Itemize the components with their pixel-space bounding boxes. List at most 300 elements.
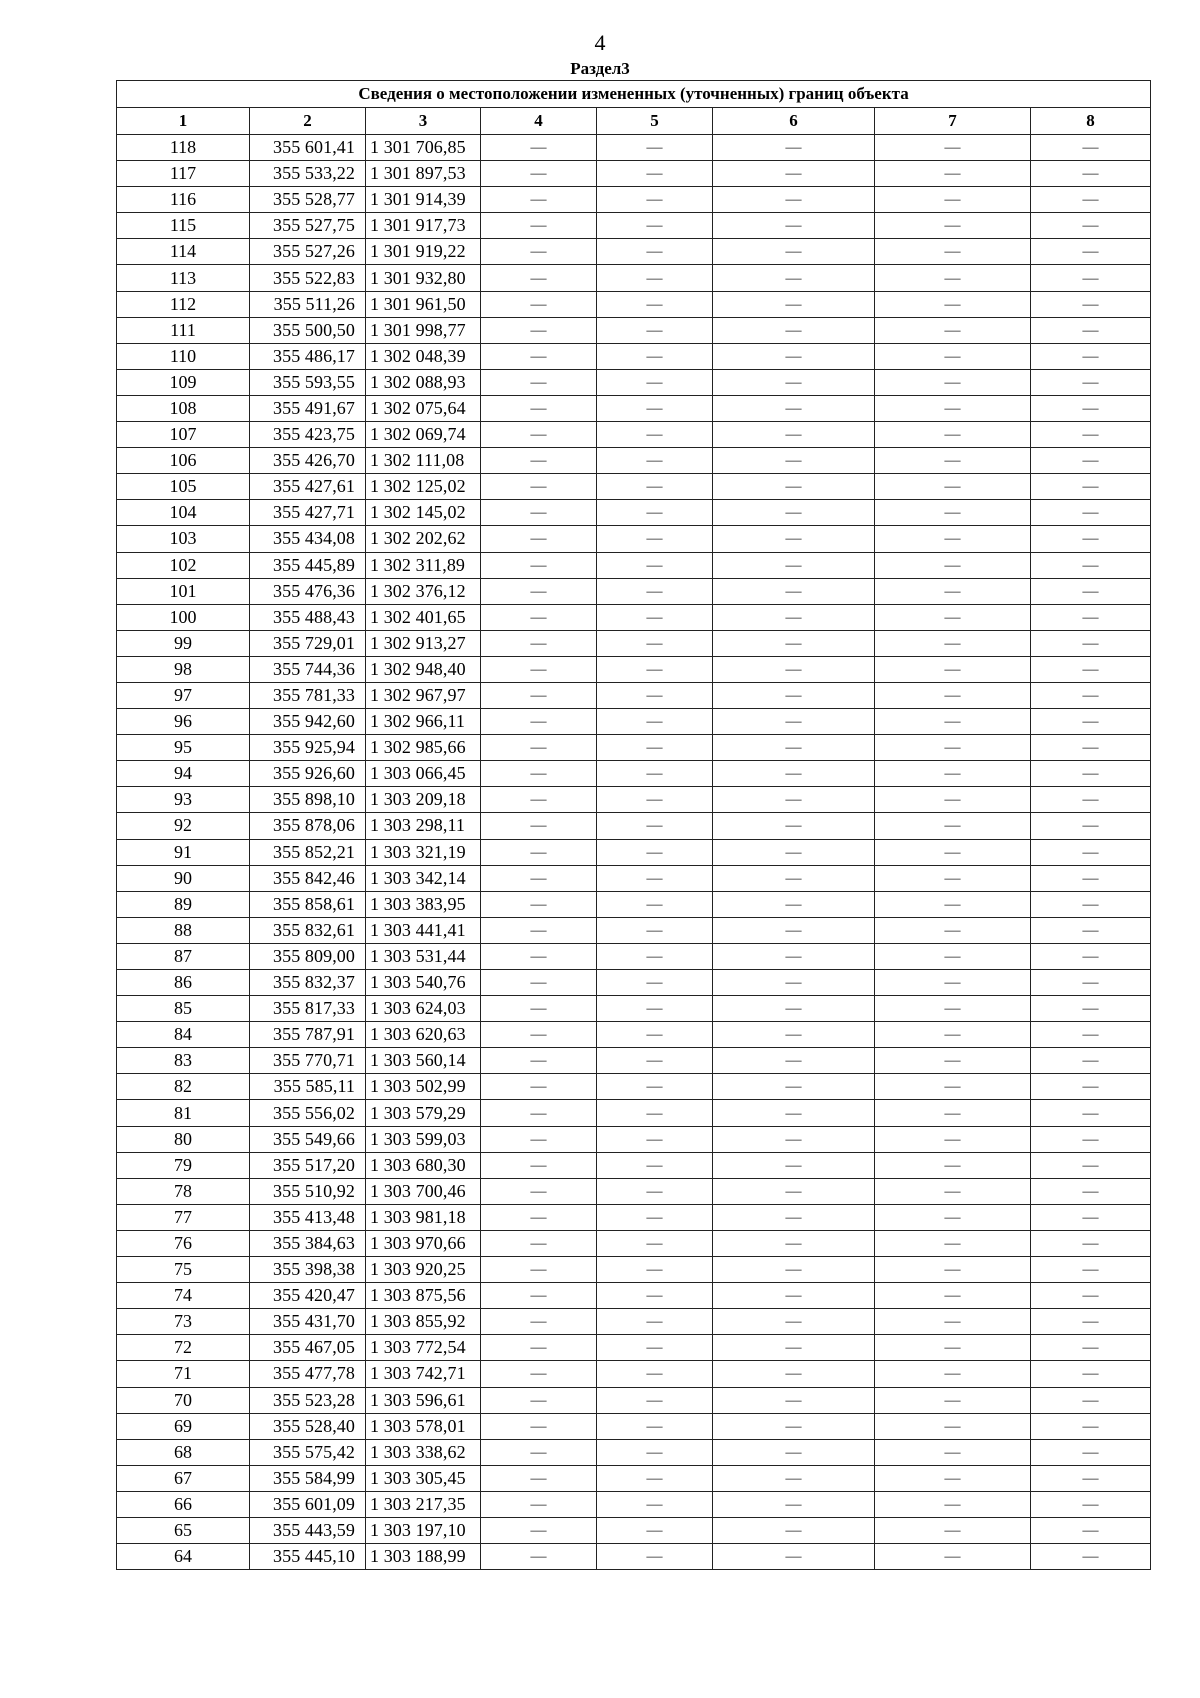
empty-cell-col-4: — bbox=[481, 474, 597, 500]
coordinate-y: 1 303 531,44 bbox=[366, 943, 481, 969]
empty-cell-col-6: — bbox=[713, 1048, 875, 1074]
empty-cell-col-6: — bbox=[713, 761, 875, 787]
coordinate-y: 1 302 202,62 bbox=[366, 526, 481, 552]
table-row bbox=[117, 448, 1151, 474]
coordinate-x: 355 384,63 bbox=[250, 1230, 366, 1256]
empty-cell-col-7: — bbox=[875, 682, 1031, 708]
coordinate-x: 355 510,92 bbox=[250, 1178, 366, 1204]
coordinate-y: 1 303 620,63 bbox=[366, 1022, 481, 1048]
empty-cell-col-7: — bbox=[875, 395, 1031, 421]
point-number: 89 bbox=[117, 891, 250, 917]
empty-cell-col-5: — bbox=[597, 448, 713, 474]
point-number: 67 bbox=[117, 1465, 250, 1491]
empty-cell-col-7: — bbox=[875, 970, 1031, 996]
empty-cell-col-4: — bbox=[481, 1074, 597, 1100]
coordinate-x: 355 476,36 bbox=[250, 578, 366, 604]
empty-cell-col-6: — bbox=[713, 343, 875, 369]
point-number: 75 bbox=[117, 1257, 250, 1283]
empty-cell-col-8: — bbox=[1031, 1152, 1151, 1178]
empty-cell-col-6: — bbox=[713, 1413, 875, 1439]
empty-cell-col-5: — bbox=[597, 1230, 713, 1256]
empty-cell-col-6: — bbox=[713, 1491, 875, 1517]
empty-cell-col-8: — bbox=[1031, 1413, 1151, 1439]
empty-cell-col-6: — bbox=[713, 970, 875, 996]
coordinate-x: 355 549,66 bbox=[250, 1126, 366, 1152]
empty-cell-col-5: — bbox=[597, 865, 713, 891]
point-number: 65 bbox=[117, 1517, 250, 1543]
table-row bbox=[117, 474, 1151, 500]
empty-cell-col-4: — bbox=[481, 1439, 597, 1465]
table-row bbox=[117, 1048, 1151, 1074]
empty-cell-col-6: — bbox=[713, 1100, 875, 1126]
empty-cell-col-4: — bbox=[481, 448, 597, 474]
coordinate-x: 355 601,09 bbox=[250, 1491, 366, 1517]
empty-cell-col-6: — bbox=[713, 500, 875, 526]
empty-cell-col-5: — bbox=[597, 1465, 713, 1491]
coordinate-x: 355 477,78 bbox=[250, 1361, 366, 1387]
point-number: 74 bbox=[117, 1283, 250, 1309]
coordinate-y: 1 301 917,73 bbox=[366, 213, 481, 239]
point-number: 102 bbox=[117, 552, 250, 578]
point-number: 110 bbox=[117, 343, 250, 369]
point-number: 108 bbox=[117, 395, 250, 421]
table-row bbox=[117, 604, 1151, 630]
empty-cell-col-4: — bbox=[481, 787, 597, 813]
empty-cell-col-7: — bbox=[875, 1361, 1031, 1387]
empty-cell-col-7: — bbox=[875, 187, 1031, 213]
empty-cell-col-8: — bbox=[1031, 1517, 1151, 1543]
point-number: 73 bbox=[117, 1309, 250, 1335]
coordinate-x: 355 527,26 bbox=[250, 239, 366, 265]
empty-cell-col-4: — bbox=[481, 1204, 597, 1230]
table-row bbox=[117, 891, 1151, 917]
point-number: 72 bbox=[117, 1335, 250, 1361]
table-row bbox=[117, 187, 1151, 213]
table-row bbox=[117, 369, 1151, 395]
empty-cell-col-7: — bbox=[875, 1230, 1031, 1256]
empty-cell-col-7: — bbox=[875, 1152, 1031, 1178]
table-row bbox=[117, 265, 1151, 291]
table-row bbox=[117, 1022, 1151, 1048]
empty-cell-col-5: — bbox=[597, 1517, 713, 1543]
empty-cell-col-5: — bbox=[597, 552, 713, 578]
point-number: 106 bbox=[117, 448, 250, 474]
empty-cell-col-4: — bbox=[481, 317, 597, 343]
empty-cell-col-4: — bbox=[481, 552, 597, 578]
column-number: 2 bbox=[250, 108, 366, 135]
empty-cell-col-8: — bbox=[1031, 1335, 1151, 1361]
table-row bbox=[117, 839, 1151, 865]
coordinate-y: 1 303 298,11 bbox=[366, 813, 481, 839]
coordinate-y: 1 303 970,66 bbox=[366, 1230, 481, 1256]
table-row bbox=[117, 1230, 1151, 1256]
point-number: 109 bbox=[117, 369, 250, 395]
point-number: 96 bbox=[117, 709, 250, 735]
empty-cell-col-8: — bbox=[1031, 500, 1151, 526]
point-number: 98 bbox=[117, 656, 250, 682]
table-row bbox=[117, 761, 1151, 787]
table-row bbox=[117, 996, 1151, 1022]
coordinate-x: 355 491,67 bbox=[250, 395, 366, 421]
empty-cell-col-8: — bbox=[1031, 474, 1151, 500]
coordinate-x: 355 517,20 bbox=[250, 1152, 366, 1178]
point-number: 82 bbox=[117, 1074, 250, 1100]
table-row bbox=[117, 813, 1151, 839]
coordinate-y: 1 302 069,74 bbox=[366, 422, 481, 448]
point-number: 116 bbox=[117, 187, 250, 213]
empty-cell-col-4: — bbox=[481, 943, 597, 969]
empty-cell-col-4: — bbox=[481, 996, 597, 1022]
empty-cell-col-8: — bbox=[1031, 1439, 1151, 1465]
empty-cell-col-7: — bbox=[875, 1517, 1031, 1543]
coordinate-x: 355 585,11 bbox=[250, 1074, 366, 1100]
empty-cell-col-8: — bbox=[1031, 1230, 1151, 1256]
empty-cell-col-5: — bbox=[597, 1152, 713, 1178]
coordinate-y: 1 303 321,19 bbox=[366, 839, 481, 865]
empty-cell-col-5: — bbox=[597, 395, 713, 421]
empty-cell-col-4: — bbox=[481, 1178, 597, 1204]
empty-cell-col-5: — bbox=[597, 187, 713, 213]
coordinate-y: 1 303 066,45 bbox=[366, 761, 481, 787]
empty-cell-col-7: — bbox=[875, 1074, 1031, 1100]
column-number: 5 bbox=[597, 108, 713, 135]
empty-cell-col-6: — bbox=[713, 526, 875, 552]
point-number: 85 bbox=[117, 996, 250, 1022]
empty-cell-col-4: — bbox=[481, 735, 597, 761]
empty-cell-col-6: — bbox=[713, 1022, 875, 1048]
coordinate-y: 1 303 596,61 bbox=[366, 1387, 481, 1413]
coordinate-y: 1 301 914,39 bbox=[366, 187, 481, 213]
empty-cell-col-5: — bbox=[597, 317, 713, 343]
empty-cell-col-4: — bbox=[481, 1361, 597, 1387]
coordinate-y: 1 303 338,62 bbox=[366, 1439, 481, 1465]
coordinate-y: 1 303 579,29 bbox=[366, 1100, 481, 1126]
point-number: 111 bbox=[117, 317, 250, 343]
point-number: 117 bbox=[117, 161, 250, 187]
table-row bbox=[117, 1074, 1151, 1100]
empty-cell-col-4: — bbox=[481, 1230, 597, 1256]
table-row bbox=[117, 213, 1151, 239]
empty-cell-col-4: — bbox=[481, 291, 597, 317]
coordinate-x: 355 413,48 bbox=[250, 1204, 366, 1230]
empty-cell-col-6: — bbox=[713, 161, 875, 187]
empty-cell-col-8: — bbox=[1031, 839, 1151, 865]
point-number: 87 bbox=[117, 943, 250, 969]
empty-cell-col-4: — bbox=[481, 1257, 597, 1283]
empty-cell-col-7: — bbox=[875, 630, 1031, 656]
empty-cell-col-7: — bbox=[875, 1100, 1031, 1126]
coordinate-y: 1 303 217,35 bbox=[366, 1491, 481, 1517]
coordinate-x: 355 488,43 bbox=[250, 604, 366, 630]
table-row bbox=[117, 1100, 1151, 1126]
point-number: 69 bbox=[117, 1413, 250, 1439]
empty-cell-col-7: — bbox=[875, 448, 1031, 474]
coordinate-x: 355 522,83 bbox=[250, 265, 366, 291]
coordinate-y: 1 303 855,92 bbox=[366, 1309, 481, 1335]
coordinate-x: 355 809,00 bbox=[250, 943, 366, 969]
table-row bbox=[117, 291, 1151, 317]
point-number: 113 bbox=[117, 265, 250, 291]
table-row bbox=[117, 735, 1151, 761]
coordinate-x: 355 426,70 bbox=[250, 448, 366, 474]
point-number: 93 bbox=[117, 787, 250, 813]
point-number: 95 bbox=[117, 735, 250, 761]
coordinate-y: 1 303 209,18 bbox=[366, 787, 481, 813]
section-label: Раздел3 bbox=[570, 59, 630, 78]
empty-cell-col-4: — bbox=[481, 813, 597, 839]
empty-cell-col-6: — bbox=[713, 1335, 875, 1361]
table-body bbox=[117, 135, 1151, 1570]
table-row bbox=[117, 682, 1151, 708]
coordinate-x: 355 781,33 bbox=[250, 682, 366, 708]
empty-cell-col-8: — bbox=[1031, 265, 1151, 291]
empty-cell-col-8: — bbox=[1031, 1283, 1151, 1309]
coordinate-y: 1 303 875,56 bbox=[366, 1283, 481, 1309]
coordinate-y: 1 303 560,14 bbox=[366, 1048, 481, 1074]
empty-cell-col-5: — bbox=[597, 578, 713, 604]
coordinate-y: 1 303 188,99 bbox=[366, 1544, 481, 1570]
empty-cell-col-5: — bbox=[597, 1413, 713, 1439]
empty-cell-col-8: — bbox=[1031, 943, 1151, 969]
empty-cell-col-7: — bbox=[875, 161, 1031, 187]
coordinate-x: 355 770,71 bbox=[250, 1048, 366, 1074]
empty-cell-col-7: — bbox=[875, 1439, 1031, 1465]
table-row bbox=[117, 1335, 1151, 1361]
empty-cell-col-6: — bbox=[713, 552, 875, 578]
table-row bbox=[117, 1491, 1151, 1517]
column-number-row bbox=[117, 108, 1151, 135]
table-caption-row bbox=[117, 81, 1151, 108]
coordinate-x: 355 500,50 bbox=[250, 317, 366, 343]
empty-cell-col-5: — bbox=[597, 1544, 713, 1570]
empty-cell-col-8: — bbox=[1031, 1465, 1151, 1491]
coordinate-y: 1 302 948,40 bbox=[366, 656, 481, 682]
empty-cell-col-6: — bbox=[713, 395, 875, 421]
empty-cell-col-5: — bbox=[597, 1335, 713, 1361]
coordinate-x: 355 533,22 bbox=[250, 161, 366, 187]
empty-cell-col-7: — bbox=[875, 1387, 1031, 1413]
empty-cell-col-8: — bbox=[1031, 213, 1151, 239]
empty-cell-col-6: — bbox=[713, 1283, 875, 1309]
point-number: 90 bbox=[117, 865, 250, 891]
coordinate-x: 355 434,08 bbox=[250, 526, 366, 552]
empty-cell-col-4: — bbox=[481, 709, 597, 735]
empty-cell-col-6: — bbox=[713, 1387, 875, 1413]
coordinate-y: 1 303 624,03 bbox=[366, 996, 481, 1022]
coordinate-x: 355 445,89 bbox=[250, 552, 366, 578]
empty-cell-col-5: — bbox=[597, 682, 713, 708]
empty-cell-col-7: — bbox=[875, 787, 1031, 813]
empty-cell-col-4: — bbox=[481, 1126, 597, 1152]
coordinate-y: 1 303 578,01 bbox=[366, 1413, 481, 1439]
empty-cell-col-8: — bbox=[1031, 552, 1151, 578]
empty-cell-col-5: — bbox=[597, 1204, 713, 1230]
coordinate-x: 355 423,75 bbox=[250, 422, 366, 448]
coordinate-x: 355 467,05 bbox=[250, 1335, 366, 1361]
coordinate-y: 1 302 125,02 bbox=[366, 474, 481, 500]
empty-cell-col-4: — bbox=[481, 761, 597, 787]
empty-cell-col-8: — bbox=[1031, 291, 1151, 317]
empty-cell-col-7: — bbox=[875, 317, 1031, 343]
empty-cell-col-8: — bbox=[1031, 343, 1151, 369]
point-number: 80 bbox=[117, 1126, 250, 1152]
empty-cell-col-7: — bbox=[875, 1178, 1031, 1204]
coordinate-x: 355 832,37 bbox=[250, 970, 366, 996]
empty-cell-col-7: — bbox=[875, 239, 1031, 265]
point-number: 107 bbox=[117, 422, 250, 448]
empty-cell-col-8: — bbox=[1031, 161, 1151, 187]
empty-cell-col-8: — bbox=[1031, 1491, 1151, 1517]
coordinate-y: 1 302 048,39 bbox=[366, 343, 481, 369]
empty-cell-col-6: — bbox=[713, 891, 875, 917]
coordinate-x: 355 744,36 bbox=[250, 656, 366, 682]
coordinate-x: 355 942,60 bbox=[250, 709, 366, 735]
column-number: 7 bbox=[875, 108, 1031, 135]
empty-cell-col-5: — bbox=[597, 500, 713, 526]
empty-cell-col-6: — bbox=[713, 1361, 875, 1387]
empty-cell-col-6: — bbox=[713, 1074, 875, 1100]
empty-cell-col-6: — bbox=[713, 422, 875, 448]
empty-cell-col-4: — bbox=[481, 1413, 597, 1439]
empty-cell-col-5: — bbox=[597, 1439, 713, 1465]
coordinate-x: 355 926,60 bbox=[250, 761, 366, 787]
empty-cell-col-6: — bbox=[713, 735, 875, 761]
empty-cell-col-4: — bbox=[481, 395, 597, 421]
empty-cell-col-4: — bbox=[481, 1309, 597, 1335]
empty-cell-col-7: — bbox=[875, 1283, 1031, 1309]
empty-cell-col-8: — bbox=[1031, 1387, 1151, 1413]
empty-cell-col-7: — bbox=[875, 552, 1031, 578]
point-number: 118 bbox=[117, 135, 250, 161]
empty-cell-col-4: — bbox=[481, 865, 597, 891]
table-row bbox=[117, 552, 1151, 578]
empty-cell-col-7: — bbox=[875, 1257, 1031, 1283]
empty-cell-col-8: — bbox=[1031, 1074, 1151, 1100]
empty-cell-col-8: — bbox=[1031, 761, 1151, 787]
coordinate-x: 355 593,55 bbox=[250, 369, 366, 395]
coordinate-x: 355 878,06 bbox=[250, 813, 366, 839]
empty-cell-col-6: — bbox=[713, 943, 875, 969]
empty-cell-col-4: — bbox=[481, 369, 597, 395]
empty-cell-col-7: — bbox=[875, 1204, 1031, 1230]
coordinate-x: 355 420,47 bbox=[250, 1283, 366, 1309]
table-row bbox=[117, 395, 1151, 421]
empty-cell-col-8: — bbox=[1031, 1544, 1151, 1570]
empty-cell-col-5: — bbox=[597, 135, 713, 161]
empty-cell-col-8: — bbox=[1031, 187, 1151, 213]
point-number: 70 bbox=[117, 1387, 250, 1413]
empty-cell-col-6: — bbox=[713, 656, 875, 682]
empty-cell-col-5: — bbox=[597, 1074, 713, 1100]
empty-cell-col-5: — bbox=[597, 1126, 713, 1152]
point-number: 83 bbox=[117, 1048, 250, 1074]
empty-cell-col-4: — bbox=[481, 656, 597, 682]
point-number: 78 bbox=[117, 1178, 250, 1204]
empty-cell-col-8: — bbox=[1031, 735, 1151, 761]
coordinate-x: 355 445,10 bbox=[250, 1544, 366, 1570]
coordinate-y: 1 303 305,45 bbox=[366, 1465, 481, 1491]
table-row bbox=[117, 1204, 1151, 1230]
coordinate-y: 1 302 401,65 bbox=[366, 604, 481, 630]
table-row bbox=[117, 917, 1151, 943]
empty-cell-col-5: — bbox=[597, 787, 713, 813]
empty-cell-col-6: — bbox=[713, 682, 875, 708]
point-number: 99 bbox=[117, 630, 250, 656]
coordinate-y: 1 303 742,71 bbox=[366, 1361, 481, 1387]
table-row bbox=[117, 161, 1151, 187]
empty-cell-col-5: — bbox=[597, 213, 713, 239]
empty-cell-col-8: — bbox=[1031, 1204, 1151, 1230]
coordinate-x: 355 729,01 bbox=[250, 630, 366, 656]
table-row bbox=[117, 1387, 1151, 1413]
empty-cell-col-5: — bbox=[597, 1491, 713, 1517]
table-row bbox=[117, 317, 1151, 343]
table-row bbox=[117, 787, 1151, 813]
coordinate-y: 1 303 342,14 bbox=[366, 865, 481, 891]
empty-cell-col-8: — bbox=[1031, 1257, 1151, 1283]
empty-cell-col-4: — bbox=[481, 970, 597, 996]
empty-cell-col-8: — bbox=[1031, 917, 1151, 943]
empty-cell-col-6: — bbox=[713, 135, 875, 161]
point-number: 76 bbox=[117, 1230, 250, 1256]
empty-cell-col-8: — bbox=[1031, 1100, 1151, 1126]
point-number: 103 bbox=[117, 526, 250, 552]
empty-cell-col-7: — bbox=[875, 422, 1031, 448]
empty-cell-col-4: — bbox=[481, 1152, 597, 1178]
empty-cell-col-8: — bbox=[1031, 709, 1151, 735]
empty-cell-col-5: — bbox=[597, 891, 713, 917]
coordinate-x: 355 528,40 bbox=[250, 1413, 366, 1439]
point-number: 91 bbox=[117, 839, 250, 865]
empty-cell-col-6: — bbox=[713, 474, 875, 500]
empty-cell-col-7: — bbox=[875, 709, 1031, 735]
coordinate-x: 355 817,33 bbox=[250, 996, 366, 1022]
empty-cell-col-7: — bbox=[875, 1465, 1031, 1491]
empty-cell-col-5: — bbox=[597, 161, 713, 187]
empty-cell-col-5: — bbox=[597, 656, 713, 682]
empty-cell-col-5: — bbox=[597, 970, 713, 996]
empty-cell-col-7: — bbox=[875, 917, 1031, 943]
empty-cell-col-6: — bbox=[713, 1204, 875, 1230]
empty-cell-col-4: — bbox=[481, 578, 597, 604]
empty-cell-col-5: — bbox=[597, 239, 713, 265]
empty-cell-col-5: — bbox=[597, 1257, 713, 1283]
empty-cell-col-5: — bbox=[597, 1309, 713, 1335]
empty-cell-col-5: — bbox=[597, 943, 713, 969]
empty-cell-col-6: — bbox=[713, 1126, 875, 1152]
empty-cell-col-7: — bbox=[875, 343, 1031, 369]
table-row bbox=[117, 1361, 1151, 1387]
coordinate-y: 1 302 311,89 bbox=[366, 552, 481, 578]
empty-cell-col-6: — bbox=[713, 265, 875, 291]
coordinate-y: 1 301 706,85 bbox=[366, 135, 481, 161]
empty-cell-col-5: — bbox=[597, 761, 713, 787]
empty-cell-col-6: — bbox=[713, 839, 875, 865]
empty-cell-col-4: — bbox=[481, 839, 597, 865]
point-number: 97 bbox=[117, 682, 250, 708]
empty-cell-col-5: — bbox=[597, 369, 713, 395]
table-row bbox=[117, 135, 1151, 161]
point-number: 105 bbox=[117, 474, 250, 500]
coordinate-x: 355 443,59 bbox=[250, 1517, 366, 1543]
empty-cell-col-4: — bbox=[481, 161, 597, 187]
empty-cell-col-8: — bbox=[1031, 1022, 1151, 1048]
empty-cell-col-6: — bbox=[713, 787, 875, 813]
table-caption: Сведения о местоположении измененных (уточненных) границ объекта bbox=[117, 81, 1151, 108]
empty-cell-col-7: — bbox=[875, 1335, 1031, 1361]
table-row bbox=[117, 239, 1151, 265]
table-row bbox=[117, 943, 1151, 969]
